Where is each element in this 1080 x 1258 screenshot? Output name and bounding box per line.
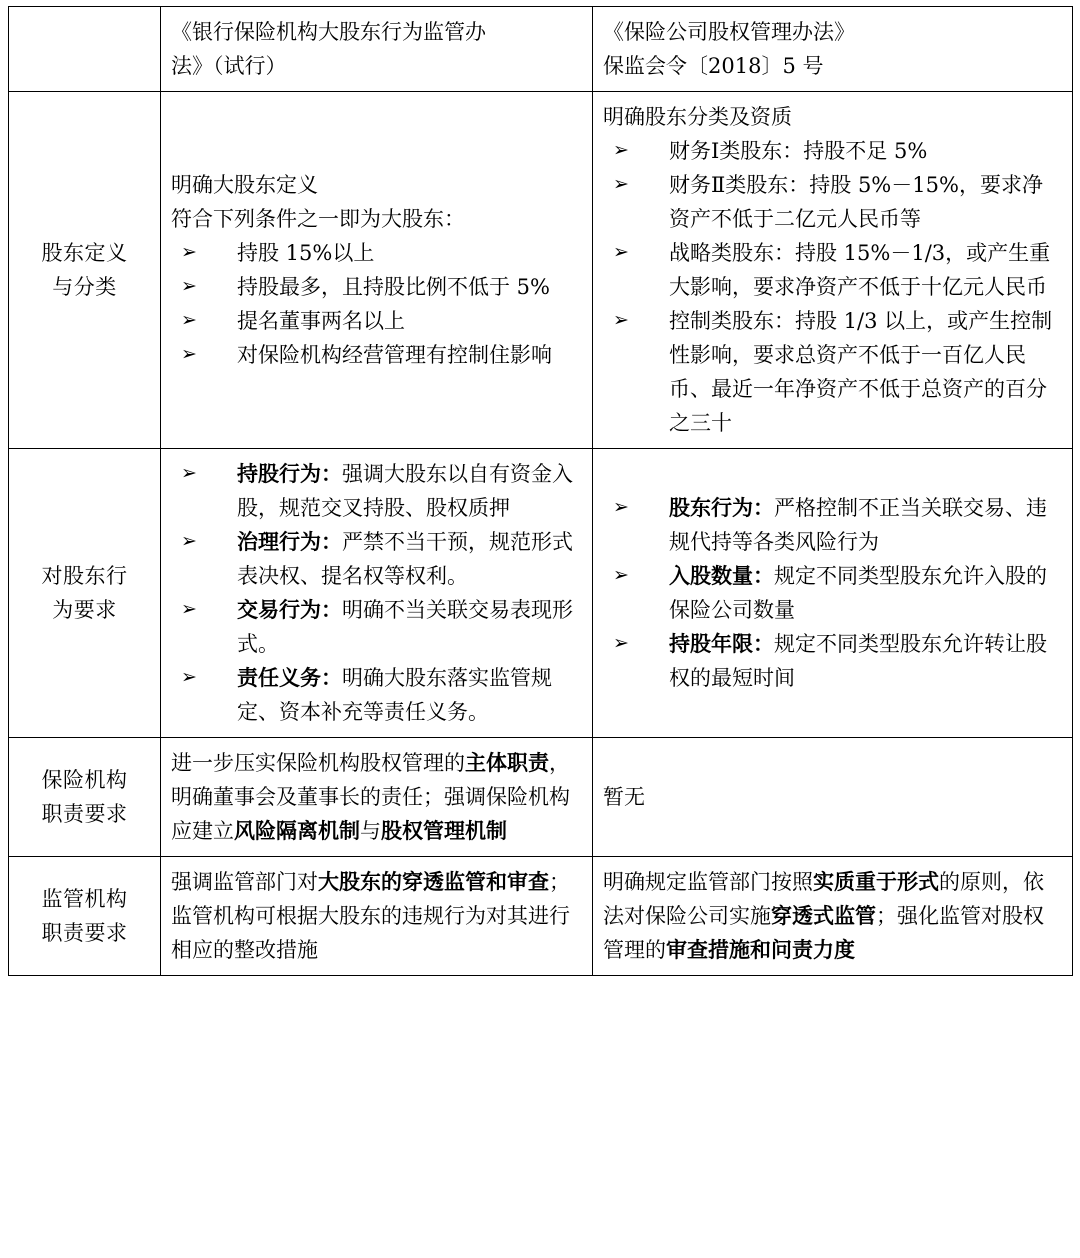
table-row (9, 857, 1073, 976)
arrow-bullet-icon: ➢ (613, 139, 629, 162)
text-fragment: 暂无 (603, 785, 645, 810)
row-label-line1: 保险机构 (41, 768, 128, 793)
text-fragment: 进一步压实保险机构股权管理的 (171, 751, 465, 776)
text-fragment-bold: 大股东的穿透监管和审查 (318, 869, 549, 895)
text-fragment-bold: 股权管理机制 (381, 818, 507, 844)
text-fragment-bold: 风险隔离机制 (234, 818, 360, 844)
cell-conduct-a (161, 449, 593, 738)
list-item-text: 提名董事两名以上 (237, 309, 405, 334)
list-item-text: 严格控制不正当关联交易、违规代持等各类风险行为 (669, 496, 1047, 555)
list-item (603, 627, 1062, 695)
table-header-row (9, 7, 1073, 92)
list-item (603, 559, 1062, 627)
list-item-text: 财务Ⅱ类股东：持股 5%－15%，要求净资产不低于二亿元人民币等 (669, 173, 1043, 232)
list-item (171, 525, 582, 593)
text-fragment: ；监管机构可根据大股东的违规行为对其进行相应的整改措施 (171, 870, 570, 963)
para-insurer-duty-b (603, 780, 1062, 814)
bullet-list-definition-b (603, 134, 1062, 440)
arrow-bullet-icon: ➢ (613, 309, 629, 332)
table-row (9, 92, 1073, 449)
cell-regulator-duty-b (593, 857, 1073, 976)
list-item (603, 236, 1062, 304)
arrow-bullet-icon: ➢ (613, 564, 629, 587)
cell-regulator-duty-a (161, 857, 593, 976)
para-definition-a-2: 符合下列条件之一即为大股东： (171, 207, 465, 232)
arrow-bullet-icon: ➢ (181, 530, 197, 553)
list-item-text: 明确大股东落实监管规定、资本补充等责任义务。 (237, 666, 552, 725)
para-definition-b-1: 明确股东分类及资质 (603, 105, 792, 130)
list-item (171, 457, 582, 525)
list-item-bold: 入股数量： (669, 563, 774, 589)
arrow-bullet-icon: ➢ (613, 241, 629, 264)
arrow-bullet-icon: ➢ (181, 598, 197, 621)
list-item-text: 对保险机构经营管理有控制住影响 (237, 343, 552, 368)
header-a-line2: 法》（试行） (171, 54, 287, 79)
arrow-bullet-icon: ➢ (181, 241, 197, 264)
row-label-line2: 职责要求 (41, 921, 128, 946)
cell-conduct-b (593, 449, 1073, 738)
list-item-text: 明确不当关联交易表现形式。 (237, 598, 573, 657)
text-fragment: 明确规定监管部门按照 (603, 870, 813, 895)
list-item (171, 304, 582, 338)
list-item-text: 控制类股东：持股 1/3 以上，或产生控制性影响，要求总资产不低于一百亿人民币、最近一年净资产不低于总资产的百分之三十 (669, 309, 1053, 436)
row-label-regulator-duty (9, 857, 161, 976)
list-item (171, 661, 582, 729)
list-item (171, 270, 582, 304)
arrow-bullet-icon: ➢ (181, 462, 197, 485)
row-label-line1: 对股东行 (41, 564, 128, 589)
list-item-bold: 责任义务： (237, 665, 342, 691)
text-fragment: 的原则，依法对保险公司实施 (603, 870, 1044, 929)
text-fragment: 强调监管部门对 (171, 870, 318, 895)
arrow-bullet-icon: ➢ (181, 275, 197, 298)
row-label-insurer-duty (9, 738, 161, 857)
cell-insurer-duty-b (593, 738, 1073, 857)
header-cell-regulation-b (593, 7, 1073, 92)
arrow-bullet-icon: ➢ (181, 343, 197, 366)
list-item (603, 304, 1062, 440)
comparison-table (8, 6, 1073, 976)
list-item (603, 491, 1062, 559)
row-label-line1: 监管机构 (41, 887, 128, 912)
list-item-text: 战略类股东：持股 15%－1/3，或产生重大影响，要求净资产不低于十亿元人民币 (669, 241, 1051, 300)
header-cell-regulation-a (161, 7, 593, 92)
row-label-line1: 股东定义 (41, 241, 128, 266)
text-fragment-bold: 实质重于形式 (813, 869, 939, 895)
list-item (171, 236, 582, 270)
text-fragment: ；强化监管对股权管理的 (603, 904, 1044, 963)
list-item-text: 严禁不当干预，规范形式表决权、提名权等权利。 (237, 530, 573, 589)
text-fragment: ，明确董事会及董事长的责任；强调保险机构应建立 (171, 751, 570, 844)
row-label-shareholder-definition (9, 92, 161, 449)
bullet-list-definition-a (171, 236, 582, 372)
arrow-bullet-icon: ➢ (613, 173, 629, 196)
bullet-list-conduct-a (171, 457, 582, 729)
list-item (603, 168, 1062, 236)
list-item-text: 财务Ⅰ类股东：持股不足 5% (669, 139, 928, 164)
list-item-text: 强调大股东以自有资金入股，规范交叉持股、股权质押 (237, 462, 573, 521)
row-label-line2: 为要求 (52, 598, 117, 623)
text-fragment: 与 (360, 819, 381, 844)
list-item-bold: 持股年限： (669, 631, 774, 657)
para-regulator-duty-b (603, 865, 1062, 967)
header-b-line2: 保监会令〔2018〕5 号 (603, 54, 824, 79)
list-item-bold: 持股行为： (237, 461, 342, 487)
table-row (9, 738, 1073, 857)
text-fragment-bold: 审查措施和问责力度 (666, 937, 855, 963)
list-item-text: 持股最多，且持股比例不低于 5% (237, 275, 550, 300)
text-fragment-bold: 穿透式监管 (771, 903, 876, 929)
header-a-line1: 《银行保险机构大股东行为监管办 (171, 20, 486, 44)
header-b-line1: 《保险公司股权管理办法》 (603, 20, 855, 44)
list-item-bold: 治理行为： (237, 529, 342, 555)
para-regulator-duty-a (171, 865, 582, 967)
list-item-text: 规定不同类型股东允许入股的保险公司数量 (669, 564, 1047, 623)
arrow-bullet-icon: ➢ (613, 632, 629, 655)
table-row (9, 449, 1073, 738)
header-cell-empty (9, 7, 161, 92)
list-item-text: 规定不同类型股东允许转让股权的最短时间 (669, 632, 1047, 691)
para-insurer-duty-a (171, 746, 582, 848)
list-item-bold: 交易行为： (237, 597, 342, 623)
list-item (171, 338, 582, 372)
bullet-list-conduct-b (603, 491, 1062, 695)
cell-definition-b (593, 92, 1073, 449)
cell-insurer-duty-a (161, 738, 593, 857)
list-item (171, 593, 582, 661)
list-item-bold: 股东行为： (669, 495, 774, 521)
list-item-text: 持股 15%以上 (237, 241, 375, 266)
para-definition-a-1: 明确大股东定义 (171, 173, 318, 198)
row-label-line2: 职责要求 (41, 802, 128, 827)
arrow-bullet-icon: ➢ (181, 666, 197, 689)
row-label-shareholder-conduct (9, 449, 161, 738)
list-item (603, 134, 1062, 168)
arrow-bullet-icon: ➢ (181, 309, 197, 332)
cell-definition-a (161, 92, 593, 449)
text-fragment-bold: 主体职责 (465, 750, 549, 776)
row-label-line2: 与分类 (52, 275, 117, 300)
arrow-bullet-icon: ➢ (613, 496, 629, 519)
